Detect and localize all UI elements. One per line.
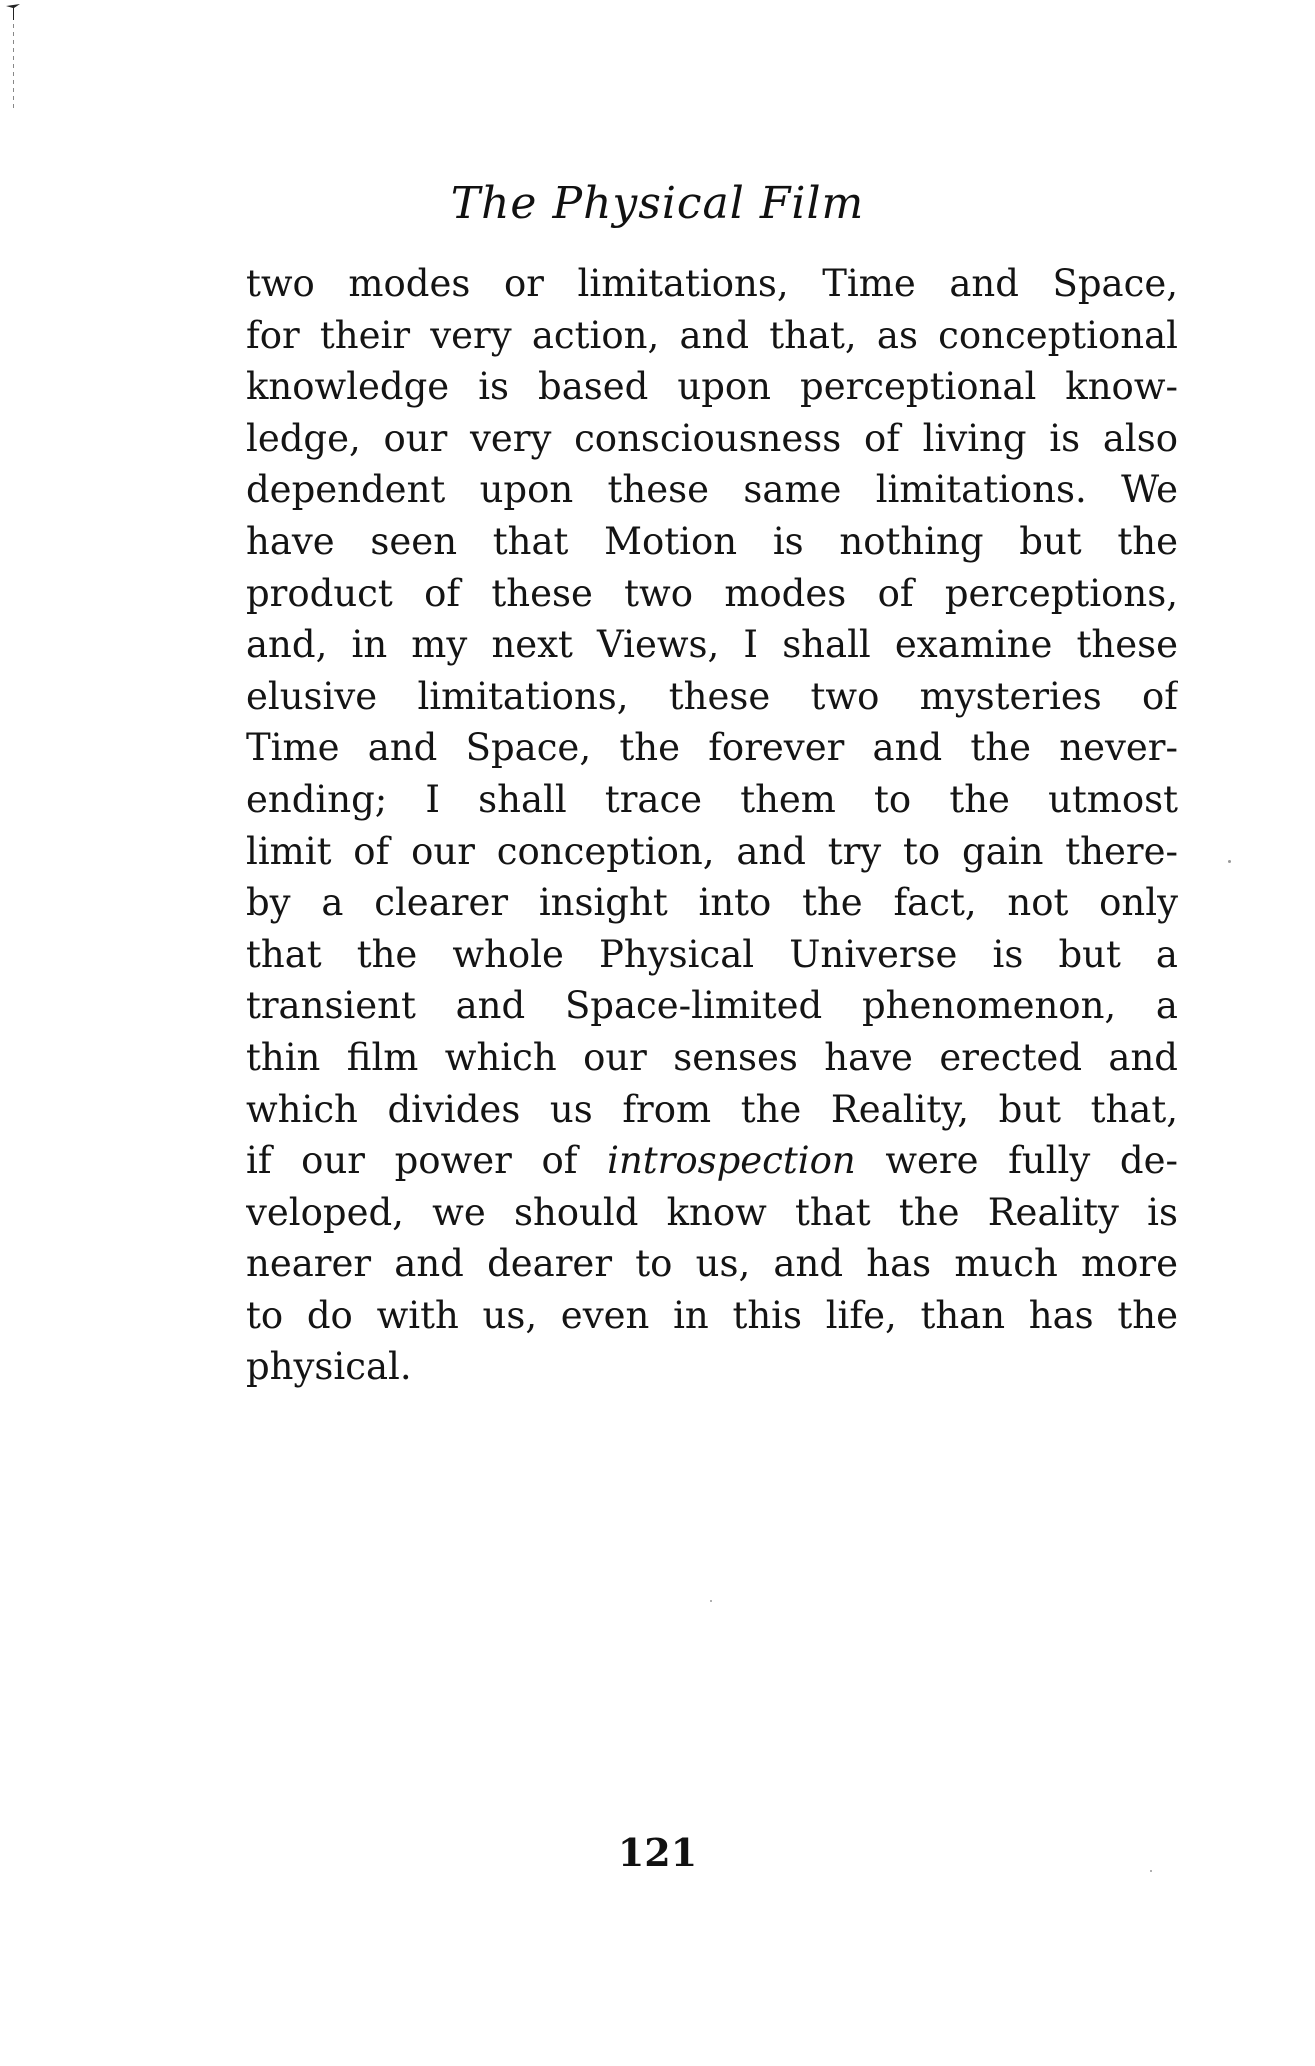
paper-speck bbox=[1228, 860, 1231, 863]
text-line: and, in my next Views, I shall examine these bbox=[246, 623, 1178, 667]
text-line: which divides us from the Reality, but that, bbox=[246, 1087, 1178, 1131]
text-line: ending; I shall trace them to the utmost bbox=[246, 777, 1178, 821]
text-line: two modes or limitations, Time and Space, bbox=[246, 262, 1178, 305]
text-line: elusive limitations, these two mysteries of bbox=[246, 674, 1178, 718]
text-line: limit of our conception, and try to gain there- bbox=[246, 829, 1178, 873]
text-line: Time and Space, the forever and the never- bbox=[246, 726, 1178, 770]
text-line-final: physical. bbox=[246, 1345, 412, 1389]
text-line: have seen that Motion is nothing but the bbox=[246, 519, 1178, 563]
text-line-with-italic bbox=[246, 1135, 1178, 1187]
text-line: nearer and dearer to us, and has much more bbox=[246, 1242, 1178, 1286]
page-edge-mark bbox=[6, 0, 20, 110]
text-line: dependent upon these same limitations. We bbox=[246, 468, 1178, 512]
body-text bbox=[246, 258, 1178, 1393]
running-head: The Physical Film bbox=[450, 178, 865, 229]
text-line: veloped, we should know that the Reality is bbox=[246, 1190, 1178, 1234]
line-18-before: if our power of bbox=[246, 1139, 608, 1183]
text-line: ledge, our very consciousness of living is also bbox=[246, 416, 1178, 460]
line-18-after: were fully de- bbox=[855, 1139, 1178, 1183]
text-line: transient and Space-limited phenomenon, a bbox=[246, 984, 1178, 1028]
text-line: to do with us, even in this life, than has the bbox=[246, 1293, 1178, 1337]
text-line: by a clearer insight into the fact, not only bbox=[246, 881, 1178, 925]
text-line: for their very action, and that, as conceptional bbox=[246, 313, 1178, 357]
page-number: 121 bbox=[617, 1830, 698, 1875]
text-line: product of these two modes of perceptions, bbox=[246, 571, 1178, 615]
text-line: thin film which our senses have erected and bbox=[246, 1035, 1178, 1079]
italic-word-introspection: introspection bbox=[607, 1139, 856, 1183]
paper-speck bbox=[1150, 1870, 1152, 1872]
text-line: knowledge is based upon perceptional know- bbox=[246, 365, 1178, 409]
paper-speck bbox=[710, 1600, 712, 1602]
text-line: that the whole Physical Universe is but a bbox=[246, 932, 1178, 976]
